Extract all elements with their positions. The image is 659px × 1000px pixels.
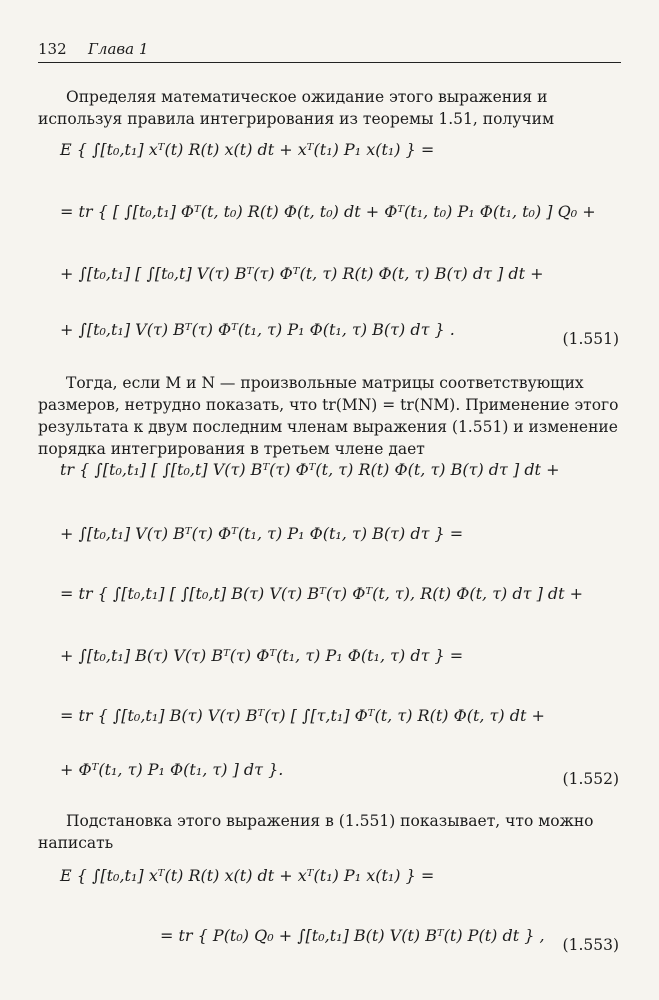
equation-1551-line-1 xyxy=(60,140,619,186)
equation-number-1552: (1.552) xyxy=(562,770,619,788)
equation-text: = tr { ∫[t₀,t₁] [ ∫[t₀,t] B(τ) V(τ) Bᵀ(τ) Φᵀ(t, τ), R(t) Φ(t, τ) dτ ] dt + xyxy=(60,584,584,603)
equation-1552-line-6 xyxy=(60,760,619,806)
equation-text: E { ∫[t₀,t₁] xᵀ(t) R(t) x(t) dt + xᵀ(t₁) P₁ x(t₁) } = xyxy=(60,866,435,885)
equation-text: + ∫[t₀,t₁] V(τ) Bᵀ(τ) Φᵀ(t₁, τ) P₁ Φ(t₁, τ) B(τ) dτ } . xyxy=(60,320,455,339)
paragraph-2: Тогда, если M и N — произвольные матрицы соответствующих размеров, нетрудно показать, что tr(MN) = tr(NM). Применение этого результата к двум последним членам выражения (1.551) и изменение порядка интегрирования в третьем члене дает xyxy=(38,374,619,458)
equation-text: = tr { ∫[t₀,t₁] B(τ) V(τ) Bᵀ(τ) [ ∫[τ,t₁] Φᵀ(t, τ) R(t) Φ(t, τ) dt + xyxy=(60,706,545,725)
equation-1552-line-2 xyxy=(60,524,619,570)
paragraph-1: Определяя математическое ожидание этого выражения и используя правила интегрирования из теоремы 1.51, получим xyxy=(38,88,555,128)
header-rule xyxy=(38,62,621,63)
equation-1553-line-2 xyxy=(60,926,619,972)
equation-1552-line-3 xyxy=(60,584,619,630)
page-header xyxy=(38,40,621,62)
equation-1551-line-2 xyxy=(60,202,619,248)
equation-1551-line-4 xyxy=(60,320,619,366)
equation-1551-line-3 xyxy=(60,264,619,310)
equation-text: + ∫[t₀,t₁] [ ∫[t₀,t] V(τ) Bᵀ(τ) Φᵀ(t, τ) R(t) Φ(t, τ) B(τ) dτ ] dt + xyxy=(60,264,544,283)
equation-1552-line-1 xyxy=(60,460,619,506)
equation-text: = tr { [ ∫[t₀,t₁] Φᵀ(t, t₀) R(t) Φ(t, t₀) dt + Φᵀ(t₁, t₀) P₁ Φ(t₁, t₀) ] Q₀ + xyxy=(60,202,596,221)
paragraph-3: Подстановка этого выражения в (1.551) показывает, что можно написать xyxy=(38,812,594,852)
equation-text: + Φᵀ(t₁, τ) P₁ Φ(t₁, τ) ] dτ }. xyxy=(60,760,284,779)
equation-number-1551: (1.551) xyxy=(562,330,619,348)
equation-1552-line-4 xyxy=(60,646,619,692)
equation-text: tr { ∫[t₀,t₁] [ ∫[t₀,t] V(τ) Bᵀ(τ) Φᵀ(t, τ) R(t) Φ(t, τ) B(τ) dτ ] dt + xyxy=(60,460,560,479)
equation-text: = tr { P(t₀) Q₀ + ∫[t₀,t₁] B(t) V(t) Bᵀ(t) P(t) dt } , xyxy=(160,926,545,945)
equation-1553-line-1 xyxy=(60,866,619,912)
equation-1552-line-5 xyxy=(60,706,619,752)
page-number: 132 xyxy=(38,40,67,58)
equation-text: + ∫[t₀,t₁] V(τ) Bᵀ(τ) Φᵀ(t₁, τ) P₁ Φ(t₁, τ) B(τ) dτ } = xyxy=(60,524,464,543)
equation-text: E { ∫[t₀,t₁] xᵀ(t) R(t) x(t) dt + xᵀ(t₁) P₁ x(t₁) } = xyxy=(60,140,435,159)
equation-text: + ∫[t₀,t₁] B(τ) V(τ) Bᵀ(τ) Φᵀ(t₁, τ) P₁ Φ(t₁, τ) dτ } = xyxy=(60,646,464,665)
chapter-title: Глава 1 xyxy=(88,40,149,58)
equation-number-1553: (1.553) xyxy=(562,936,619,954)
